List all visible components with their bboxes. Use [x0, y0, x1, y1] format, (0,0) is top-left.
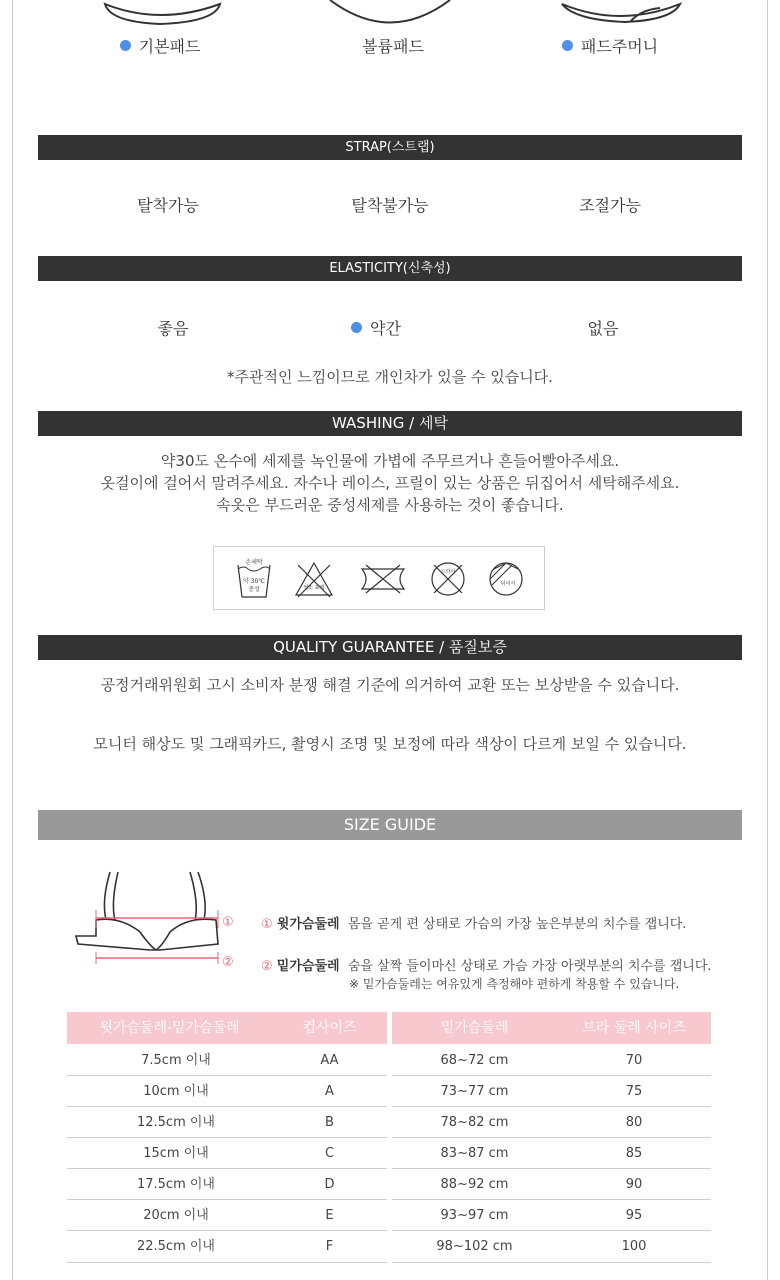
selected-dot-icon [562, 40, 573, 51]
table-cell: 90 [625, 1177, 643, 1192]
table-cell: D [324, 1177, 335, 1192]
table-cell: 80 [625, 1115, 643, 1130]
table-cell: C [324, 1146, 335, 1161]
pad-illustrations [0, 0, 780, 30]
table-cell: 12.5cm 이내 [136, 1115, 215, 1130]
size-guide-header: SIZE GUIDE [38, 810, 742, 840]
table-cell: AA [320, 1053, 339, 1068]
pad-option-volume: 볼륨패드 [362, 37, 424, 56]
table-cell: 95 [625, 1208, 643, 1223]
volume-pad-illustration [330, 0, 450, 23]
row-divider [392, 1168, 711, 1169]
cup-table-header-diff: 윗가슴둘레-밑가슴둘레 [67, 1012, 272, 1044]
elasticity-header: ELASTICITY(신축성) [38, 256, 742, 281]
basic-pad-illustration [105, 4, 220, 24]
quality-header: QUALITY GUARANTEE / 품질보증 [38, 635, 742, 660]
elasticity-note: *주관적인 느낌이므로 개인차가 있을 수 있습니다. [227, 368, 553, 386]
no-dryer-label: 드라이 [440, 569, 456, 575]
table-cell: 75 [625, 1084, 643, 1099]
shade-dry-label: 뉘어서 [500, 581, 516, 587]
table-cell: 17.5cm 이내 [136, 1177, 215, 1192]
table-cell: 85 [625, 1146, 643, 1161]
table-cell: E [325, 1208, 334, 1223]
table-cell: 78~82 cm [440, 1115, 509, 1130]
row-divider [67, 1230, 387, 1231]
hand-wash-top-label: 손세탁 [245, 559, 263, 566]
upper-bust-description: ① 윗가슴둘레 몸을 곧게 편 상태로 가슴의 가장 높은부분의 치수를 잽니다. [261, 917, 687, 932]
band-table-header-size: 브라 둘레 사이즈 [557, 1012, 711, 1044]
no-dry-clean-icon [428, 557, 468, 601]
strap-option-adjustable: 조절가능 [579, 196, 641, 215]
row-divider [392, 1075, 711, 1076]
table-cell: 93~97 cm [440, 1208, 509, 1223]
row-divider [67, 1168, 387, 1169]
row-divider [392, 1199, 711, 1200]
under-bust-description: ② 밑가슴둘레 숨을 살짝 들이마신 상태로 가슴 가장 아랫부분의 치수를 잽니다. [261, 959, 712, 974]
row-divider [67, 1199, 387, 1200]
table-cell: 70 [625, 1053, 643, 1068]
elasticity-option-good: 좋음 [157, 319, 189, 338]
table-cell: 100 [621, 1239, 647, 1254]
table-cell: 15cm 이내 [143, 1146, 209, 1161]
table-cell: 83~87 cm [440, 1146, 509, 1161]
row-divider [392, 1262, 711, 1263]
hand-wash-icon [234, 557, 274, 601]
washing-header: WASHING / 세탁 [38, 411, 742, 436]
strap-option-detachable: 탈착가능 [137, 196, 199, 215]
quality-guarantee-text: 공정거래위원회 고시 소비자 분쟁 해결 기준에 의거하여 교환 또는 보상받을 수 있습니다. [100, 676, 680, 694]
hand-wash-temp-label: 약 30℃ [242, 578, 266, 585]
pad-pocket-illustration [562, 4, 680, 22]
table-cell: 88~92 cm [440, 1177, 509, 1192]
table-cell: 98~102 cm [436, 1239, 513, 1254]
washing-instructions: 약30도 온수에 세제를 녹인물에 가볍에 주무르거나 흔들어빨아주세요. 옷걸이에 걸어서 말려주세요. 자수나 레이스, 프릴이 있는 상품은 뒤집어서 세탁해주세요. 속옷은 부드러운 중성세제를 사용하는 것이 좋습니다. [100, 452, 680, 514]
table-cell: 68~72 cm [440, 1053, 509, 1068]
upper-bust-marker: ① [222, 915, 234, 930]
selected-dot-icon [351, 322, 362, 333]
elasticity-option-slight: 약간 [296, 316, 456, 339]
table-cell: 20cm 이내 [143, 1208, 209, 1223]
strap-header: STRAP(스트랩) [38, 135, 742, 160]
no-bleach-label: 염소 표백 [303, 585, 325, 591]
under-bust-marker: ② [222, 955, 234, 970]
row-divider [67, 1262, 387, 1263]
row-divider [67, 1075, 387, 1076]
table-cell: 7.5cm 이내 [141, 1053, 211, 1068]
table-cell: 10cm 이내 [143, 1084, 209, 1099]
table-cell: A [325, 1084, 334, 1099]
table-cell: B [325, 1115, 334, 1130]
cup-table-header-cup: 컵사이즈 [272, 1012, 387, 1044]
row-divider [392, 1106, 711, 1107]
row-divider [67, 1106, 387, 1107]
pad-option-basic: 기본패드 [80, 34, 240, 57]
shade-dry-icon [486, 555, 526, 601]
table-cell: 22.5cm 이내 [136, 1239, 215, 1254]
row-divider [392, 1137, 711, 1138]
measurement-note: ※ 밑가슴둘레는 여유있게 측정해야 편하게 착용할 수 있습니다. [349, 977, 680, 991]
strap-option-non-detachable: 탈착불가능 [351, 196, 429, 215]
elasticity-option-none: 없음 [587, 319, 619, 338]
band-table-header-under: 밑가슴둘레 [392, 1012, 557, 1044]
color-disclaimer-text: 모니터 해상도 및 그래픽카드, 촬영시 조명 및 보정에 따라 색상이 다르게 보일 수 있습니다. [93, 735, 687, 753]
hand-wash-bottom-label: 중성 [248, 586, 260, 593]
care-symbols-box [213, 546, 545, 610]
table-cell: 73~77 cm [440, 1084, 509, 1099]
table-cell: F [325, 1239, 334, 1254]
bra-measurement-diagram [70, 866, 250, 971]
selected-dot-icon [120, 40, 131, 51]
pad-option-pocket: 패드주머니 [530, 34, 690, 57]
no-wring-icon [358, 561, 408, 597]
row-divider [67, 1137, 387, 1138]
row-divider [392, 1230, 711, 1231]
no-bleach-icon [292, 559, 336, 599]
